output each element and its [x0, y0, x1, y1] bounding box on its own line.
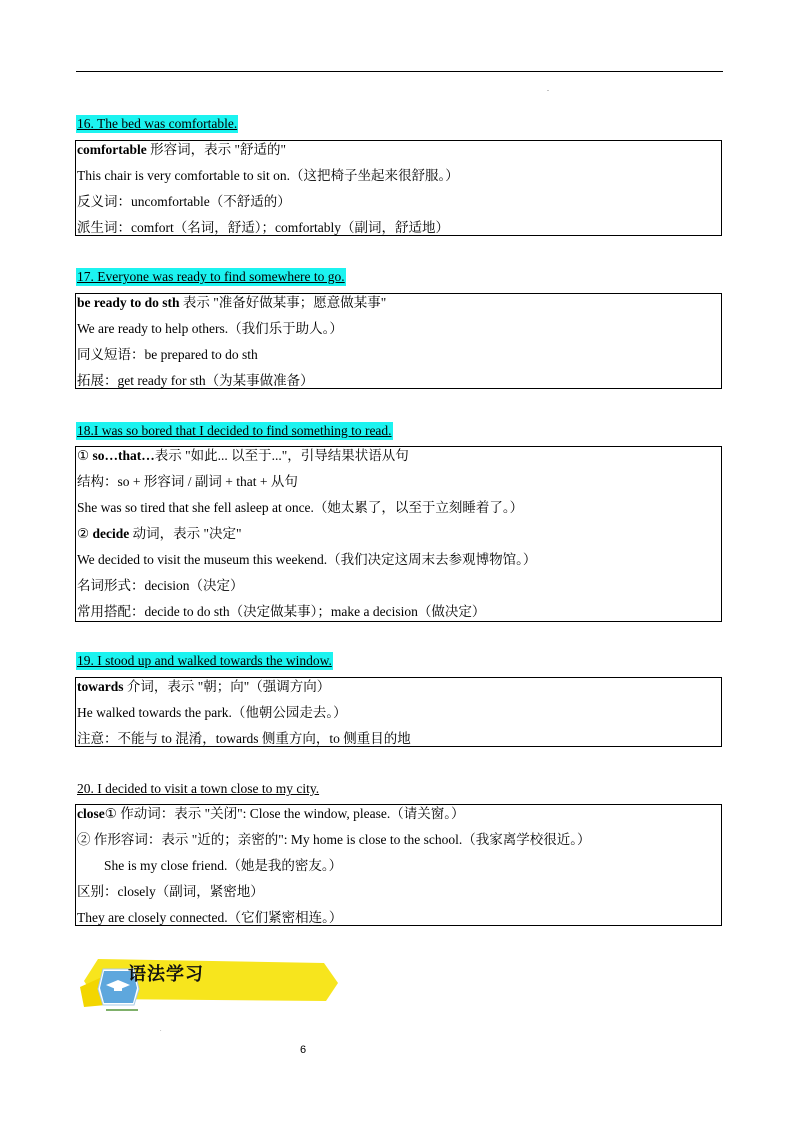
section-16-box [75, 140, 722, 236]
section-18-heading: 18.I was so bored that I decided to find something to read. [77, 423, 392, 438]
definition: ① 作动词：表示 "关闭": Close the window, please.（请关窗。） [104, 806, 465, 821]
section-19-heading: 19. I stood up and walked towards the window. [77, 653, 332, 668]
definition: 动词，表示 "决定" [129, 526, 242, 541]
definition: 形容词，表示 "舒适的" [146, 142, 287, 157]
section-20-line-2: ② 作形容词：表示 "近的；亲密的": My home is close to the school.（我家离学校很近。） [77, 832, 591, 847]
section-20-heading: 20. I decided to visit a town close to my city. [77, 781, 320, 796]
term: close [77, 806, 105, 821]
section-16-line-1 [76, 141, 721, 163]
section-19-line-1 [76, 678, 721, 700]
section-17-line-2: We are ready to help others.（我们乐于助人。） [77, 321, 343, 336]
section-20-line-1 [76, 805, 721, 827]
section-17-line-3: 同义短语：be prepared to do sth [77, 347, 258, 362]
circled-number: ① [77, 448, 93, 463]
section-16-line-4: 派生词：comfort（名词，舒适）；comfortably（副词，舒适地） [77, 220, 449, 235]
section-18-line-4 [76, 521, 721, 547]
header-rule [76, 71, 723, 72]
section-17-box [75, 293, 722, 389]
term: towards [77, 679, 124, 694]
section-20-box [75, 804, 722, 926]
term: decide [92, 526, 130, 541]
section-18-box [75, 446, 722, 622]
term: comfortable [77, 142, 147, 157]
section-19-line-3: 注意：不能与 to 混淆，towards 侧重方向，to 侧重目的地 [77, 731, 411, 746]
section-16-line-3: 反义词：uncomfortable（不舒适的） [77, 194, 291, 209]
section-18-line-6: 名词形式：decision（决定） [77, 578, 244, 593]
section-17-line-4: 拓展：get ready for sth（为某事做准备） [77, 373, 314, 388]
section-20-line-5: They are closely connected.（它们紧密相连。） [77, 910, 343, 925]
banner-title: 语法学习 [128, 964, 204, 985]
section-20-line-4: 区别：closely（副词，紧密地） [77, 884, 264, 899]
section-18-line-1 [76, 447, 721, 469]
definition: 表示 "如此... 以至于..."，引导结果状语从句 [154, 448, 409, 463]
circled-number: ② [77, 526, 93, 541]
section-18-line-2: 结构：so + 形容词 / 副词 + that + 从句 [77, 474, 298, 489]
section-18-line-7: 常用搭配：decide to do sth（决定做某事）；make a decision（做决定） [77, 604, 486, 619]
section-19-box [75, 677, 722, 747]
definition: 表示 "准备好做某事；愿意做某事" [179, 295, 387, 310]
section-19-line-2: He walked towards the park.（他朝公园走去。） [77, 705, 347, 720]
term: be ready to do sth [77, 295, 180, 310]
header-dot: . [547, 84, 549, 93]
grammar-banner [76, 955, 346, 1015]
section-18-line-3: She was so tired that she fell asleep at once.（她太累了，以至于立刻睡着了。） [77, 500, 524, 515]
definition: 介词，表示 "朝；向"（强调方向） [123, 679, 331, 694]
footer-dot: . [160, 1027, 162, 1033]
section-20-line-3: She is my close friend.（她是我的密友。） [104, 858, 343, 873]
page-number: 6 [300, 1044, 307, 1056]
section-17-line-1 [76, 294, 721, 316]
section-16-heading: 16. The bed was comfortable. [77, 116, 238, 131]
term: so…that… [92, 448, 155, 463]
section-18-line-5: We decided to visit the museum this weekend.（我们决定这周末去参观博物馆。） [77, 552, 537, 567]
section-16-line-2: This chair is very comfortable to sit on.（这把椅子坐起来很舒服。） [77, 168, 459, 183]
section-17-heading: 17. Everyone was ready to find somewhere to go. [77, 269, 345, 284]
